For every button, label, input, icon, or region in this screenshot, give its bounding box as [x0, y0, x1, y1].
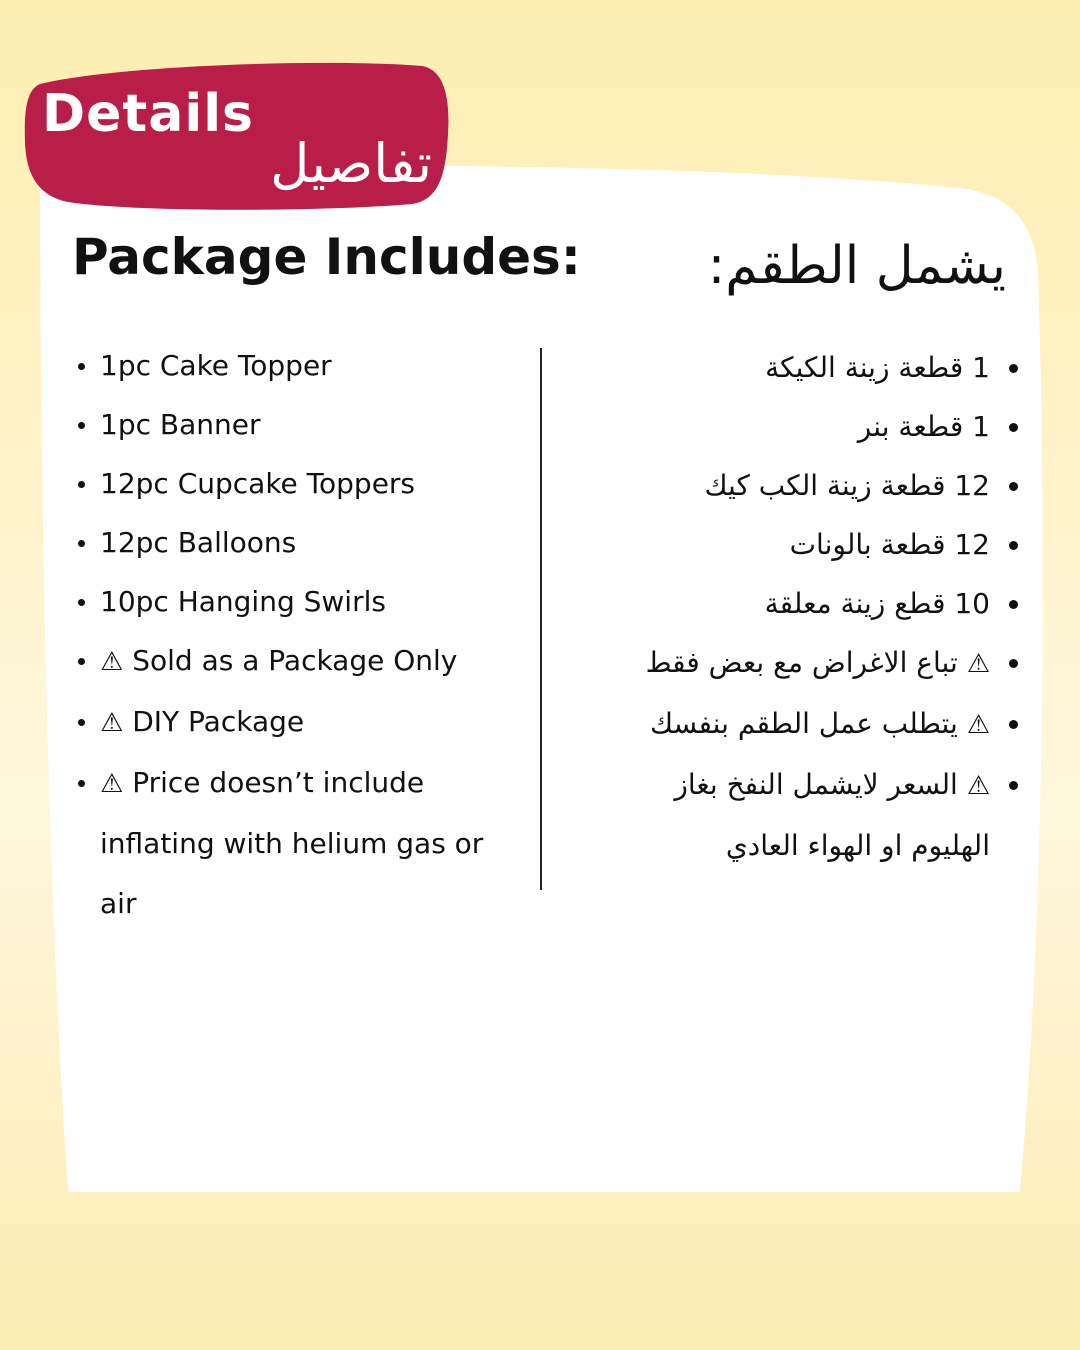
items-list-ar: [554, 338, 1024, 876]
list-item: 1pc Banner: [74, 395, 524, 454]
heading-ar: يشمل الطقم:: [707, 236, 1006, 296]
list-item: ⚠ Price doesn’t include inflating with helium gas or air: [74, 753, 524, 934]
badge-title-ar: تفاصيل: [270, 132, 432, 195]
list-item: ⚠ DIY Package: [74, 692, 524, 753]
list-item: 1pc Cake Topper: [74, 336, 524, 395]
items-list-en: [74, 336, 524, 934]
list-item: 12pc Balloons: [74, 513, 524, 572]
list-item: 12 قطعة زينة الكب كيك: [554, 456, 1024, 515]
warning-icon: ⚠: [100, 708, 124, 738]
column-divider: [540, 348, 542, 890]
list-item: 12pc Cupcake Toppers: [74, 454, 524, 513]
list-item: ⚠ السعر لايشمل النفخ بغاز الهليوم او الهواء العادي: [554, 755, 1024, 876]
list-item: 10pc Hanging Swirls: [74, 572, 524, 631]
list-item: ⚠ يتطلب عمل الطقم بنفسك: [554, 694, 1024, 755]
list-item: ⚠ Sold as a Package Only: [74, 631, 524, 692]
list-item: 1 قطعة زينة الكيكة: [554, 338, 1024, 397]
warning-icon: ⚠: [966, 649, 990, 679]
list-item: ⚠ تباع الاغراض مع بعض فقط: [554, 633, 1024, 694]
list-item: 12 قطعة بالونات: [554, 515, 1024, 574]
badge-title-en: Details: [42, 84, 254, 144]
warning-icon: ⚠: [100, 647, 124, 677]
heading-en: Package Includes:: [72, 228, 581, 286]
list-item: 1 قطعة بنر: [554, 397, 1024, 456]
warning-icon: ⚠: [100, 769, 124, 799]
list-item: 10 قطع زينة معلقة: [554, 574, 1024, 633]
warning-icon: ⚠: [966, 771, 990, 801]
warning-icon: ⚠: [966, 710, 990, 740]
